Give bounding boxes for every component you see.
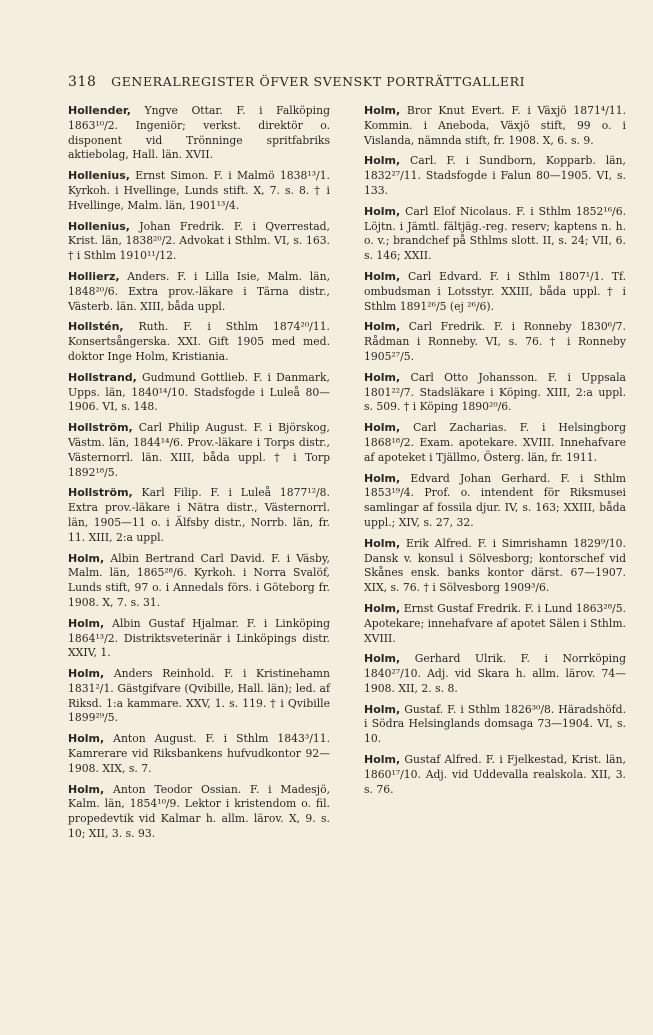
- register-entry: [68, 783, 330, 842]
- entry-text: Albin Gustaf Hjalmar. F. i Linköping 1864¹³/2. Distriktsveterinär i Linköpings distr. XXIV, 1.: [68, 616, 330, 660]
- left-column: [68, 104, 330, 848]
- entry-text: Anders Reinhold. F. i Kristinehamn 1831²/1. Gästgifvare (Qvibille, Hall. län); led. af Riksd. 1:a kammare. XXV, 1. s. 119. † i Qvibille 1899²⁹/5.: [68, 667, 330, 725]
- register-entry: [364, 652, 626, 696]
- running-header: [68, 74, 588, 90]
- entry-name: Holm,: [364, 269, 401, 283]
- register-entry: [68, 486, 330, 545]
- entry-name: Holm,: [68, 732, 105, 746]
- entry-text: Gustaf. F. i Sthlm 1826³⁰/8. Häradshöfd. i Södra Helsinglands domsaga 73—1904. VI, s. 10.: [364, 702, 626, 746]
- register-entry: [364, 205, 626, 264]
- entry-text: Anton Teodor Ossian. F. i Madesjö, Kalm. län, 1854¹⁰/9. Lektor i kristendom o. fil. propedevtik vid Kalmar h. allm. lärov. X, 9. s. 10; XII, 3. s. 93.: [68, 782, 331, 841]
- entry-name: Hollstén,: [68, 320, 124, 334]
- entry-text: Anders. F. i Lilla Isie, Malm. län, 1848²⁰/6. Extra prov.-läkare i Tärna distr., Västerb. län. XIII, båda uppl.: [68, 269, 330, 313]
- entry-text: Ruth. F. i Sthlm 1874²⁰/11. Konsertsångerska. XXI. Gift 1905 med med. doktor Inge Holm, Kristiania.: [68, 320, 330, 363]
- entry-text: Erik Alfred. F. i Simrishamn 1829⁹/10. Dansk v. konsul i Sölvesborg; kontorschef vid Skånes ensk. banks kontor därst. 67—1907. XIX, s. 76. † i Sölvesborg 1909³/6.: [364, 536, 626, 595]
- entry-name: Holm,: [68, 616, 105, 630]
- entry-text: Karl Filip. F. i Luleå 1877¹²/8. Extra prov.-läkare i Nätra distr., Västernorrl. län, 1905—11 o. i Älfsby distr., Norrb. län, fr. 11. XIII, 2:a uppl.: [68, 486, 330, 544]
- entry-name: Hollström,: [68, 486, 133, 500]
- entry-name: Hollenius,: [68, 219, 130, 233]
- entry-name: Holm,: [364, 601, 401, 615]
- entry-text: Carl Edvard. F. i Sthlm 1807¹/1. Tf. ombudsman i Lotsstyr. XXIII, båda uppl. † i Sthlm 1891²⁶/5 (ej ²⁶/6).: [364, 269, 626, 313]
- entry-name: Hollström,: [68, 421, 133, 435]
- register-entry: [68, 732, 330, 776]
- entry-name: Holm,: [364, 421, 401, 435]
- entry-name: Hollstrand,: [68, 370, 137, 384]
- entry-name: Holm,: [364, 104, 401, 117]
- entry-text: Carl. F. i Sundborn, Kopparb. län, 1832²⁷/11. Stadsfogde i Falun 80—1905. VI, s. 133.: [364, 154, 626, 197]
- entry-text: Gudmund Gottlieb. F. i Danmark, Upps. län, 1840¹⁴/10. Stadsfogde i Luleå 80—1906. VI, s. 148.: [68, 370, 330, 414]
- register-entry: [364, 472, 626, 531]
- entry-text: Carl Otto Johansson. F. i Uppsala 1801²²/7. Stadsläkare i Köping. XIII, 2:a uppl. s. 509. † i Köping 1890²⁰/6.: [364, 370, 626, 414]
- entry-name: Holm,: [364, 320, 401, 334]
- register-entry: [364, 371, 626, 415]
- register-entry: [364, 703, 626, 747]
- entry-text: Albin Bertrand Carl David. F. i Väsby, Malm. län, 1865²⁸/6. Kyrkoh. i Norra Svalöf, Lunds stift, 97 o. i Annedals förs. i Göteborg fr. 1908. X, 7. s. 31.: [68, 551, 330, 609]
- register-entry: [68, 220, 330, 264]
- entry-text: Bror Knut Evert. F. i Växjö 1871⁴/11. Kommin. i Aneboda, Växjö stift, 99 o. i Vislanda, nämnda stift, fr. 1908. X, 6. s. 9.: [364, 104, 627, 147]
- entry-name: Holm,: [364, 154, 401, 168]
- right-column: [364, 104, 626, 803]
- entry-name: Holm,: [68, 782, 105, 796]
- register-entry: [364, 104, 626, 148]
- entry-text: Carl Philip August. F. i Björskog, Västm. län, 1844¹⁴/6. Prov.-läkare i Torps distr., Västernorrl. län. XIII, båda uppl. † i Torp 1892¹⁸/5.: [68, 421, 330, 479]
- register-entry: [68, 270, 330, 314]
- entry-name: Holm,: [364, 204, 401, 218]
- entry-name: Holm,: [364, 471, 401, 485]
- entry-name: Holm,: [364, 370, 401, 384]
- entry-text: Carl Elof Nicolaus. F. i Sthlm 1852¹⁶/6. Löjtn. i Jämtl. fältjäg.-reg. reserv; kaptens n. h. o. v.; brandchef på Sthlms slott. II, s. 24; VII, 6. s. 146; XXII.: [364, 204, 626, 263]
- register-entry: [68, 104, 330, 163]
- register-entry: [364, 537, 626, 596]
- entry-name: Holm,: [364, 536, 401, 550]
- register-entry: [364, 154, 626, 198]
- entry-name: Holm,: [364, 652, 401, 666]
- register-entry: [364, 320, 626, 364]
- running-title: GENERALREGISTER ÖFVER SVENSKT PORTRÄTTGALLERI: [111, 74, 526, 89]
- entry-text: Anton August. F. i Sthlm 1843³/11. Kamrerare vid Riksbankens hufvudkontor 92—1908. XIX, s. 7.: [68, 732, 330, 775]
- entry-name: Holm,: [68, 667, 105, 681]
- register-entry: [68, 371, 330, 415]
- register-entry: [68, 552, 330, 611]
- entry-name: Holm,: [68, 551, 105, 565]
- register-entry: [364, 602, 626, 646]
- entry-name: Hollender,: [68, 104, 131, 117]
- entry-text: Ernst Simon. F. i Malmö 1838¹³/1. Kyrkoh. i Hvellinge, Lunds stift. X, 7. s. 8. † i Hvellinge, Malm. län, 1901¹³/4.: [68, 169, 330, 212]
- register-entry: [68, 320, 330, 364]
- register-entry: [68, 169, 330, 213]
- entry-text: Ernst Gustaf Fredrik. F. i Lund 1863²⁸/5. Apotekare; innehafvare af apotet Sälen i Sthlm. XVIII.: [364, 601, 626, 645]
- entry-name: Hollenius,: [68, 169, 130, 183]
- register-entry: [68, 617, 330, 661]
- entry-text: Yngve Ottar. F. i Falköping 1863¹⁰/2. Ingeniör; verkst. direktör o. disponent vid Trönninge spritfabriks aktiebolag, Hall. län. XVII.: [68, 104, 331, 162]
- entry-text: Carl Fredrik. F. i Ronneby 1830⁶/7. Rådman i Ronneby. VI, s. 76. † i Ronneby 1905²⁷/5.: [364, 320, 626, 363]
- page-number: 318: [68, 74, 97, 90]
- register-entry: [364, 753, 626, 797]
- entry-name: Hollierz,: [68, 269, 120, 283]
- entry-text: Gerhard Ulrik. F. i Norrköping 1840²⁷/10. Adj. vid Skara h. allm. lärov. 74—1908. XII, 2. s. 8.: [364, 652, 626, 695]
- register-entry: [68, 421, 330, 480]
- entry-text: Edvard Johan Gerhard. F. i Sthlm 1853¹⁹/4. Prof. o. intendent för Riksmusei samlingar af fossila djur. IV, s. 163; XXIII, båda uppl.; XIV, s. 27, 32.: [364, 471, 626, 529]
- entry-text: Carl Zacharias. F. i Helsingborg 1868¹⁸/2. Exam. apotekare. XVIII. Innehafvare af apoteket i Tjällmo, Österg. län, fr. 1911.: [364, 421, 626, 464]
- register-entry: [364, 270, 626, 314]
- entry-name: Holm,: [364, 753, 401, 767]
- entry-text: Gustaf Alfred. F. i Fjelkestad, Krist. län, 1860¹⁷/10. Adj. vid Uddevalla realskola. XII, 3. s. 76.: [364, 753, 626, 796]
- register-entry: [364, 421, 626, 465]
- entry-text: Johan Fredrik. F. i Qverrestad, Krist. län, 1838²⁰/2. Advokat i Sthlm. VI, s. 163. † i Sthlm 1910¹¹/12.: [68, 219, 330, 263]
- register-entry: [68, 667, 330, 726]
- entry-name: Holm,: [364, 702, 401, 716]
